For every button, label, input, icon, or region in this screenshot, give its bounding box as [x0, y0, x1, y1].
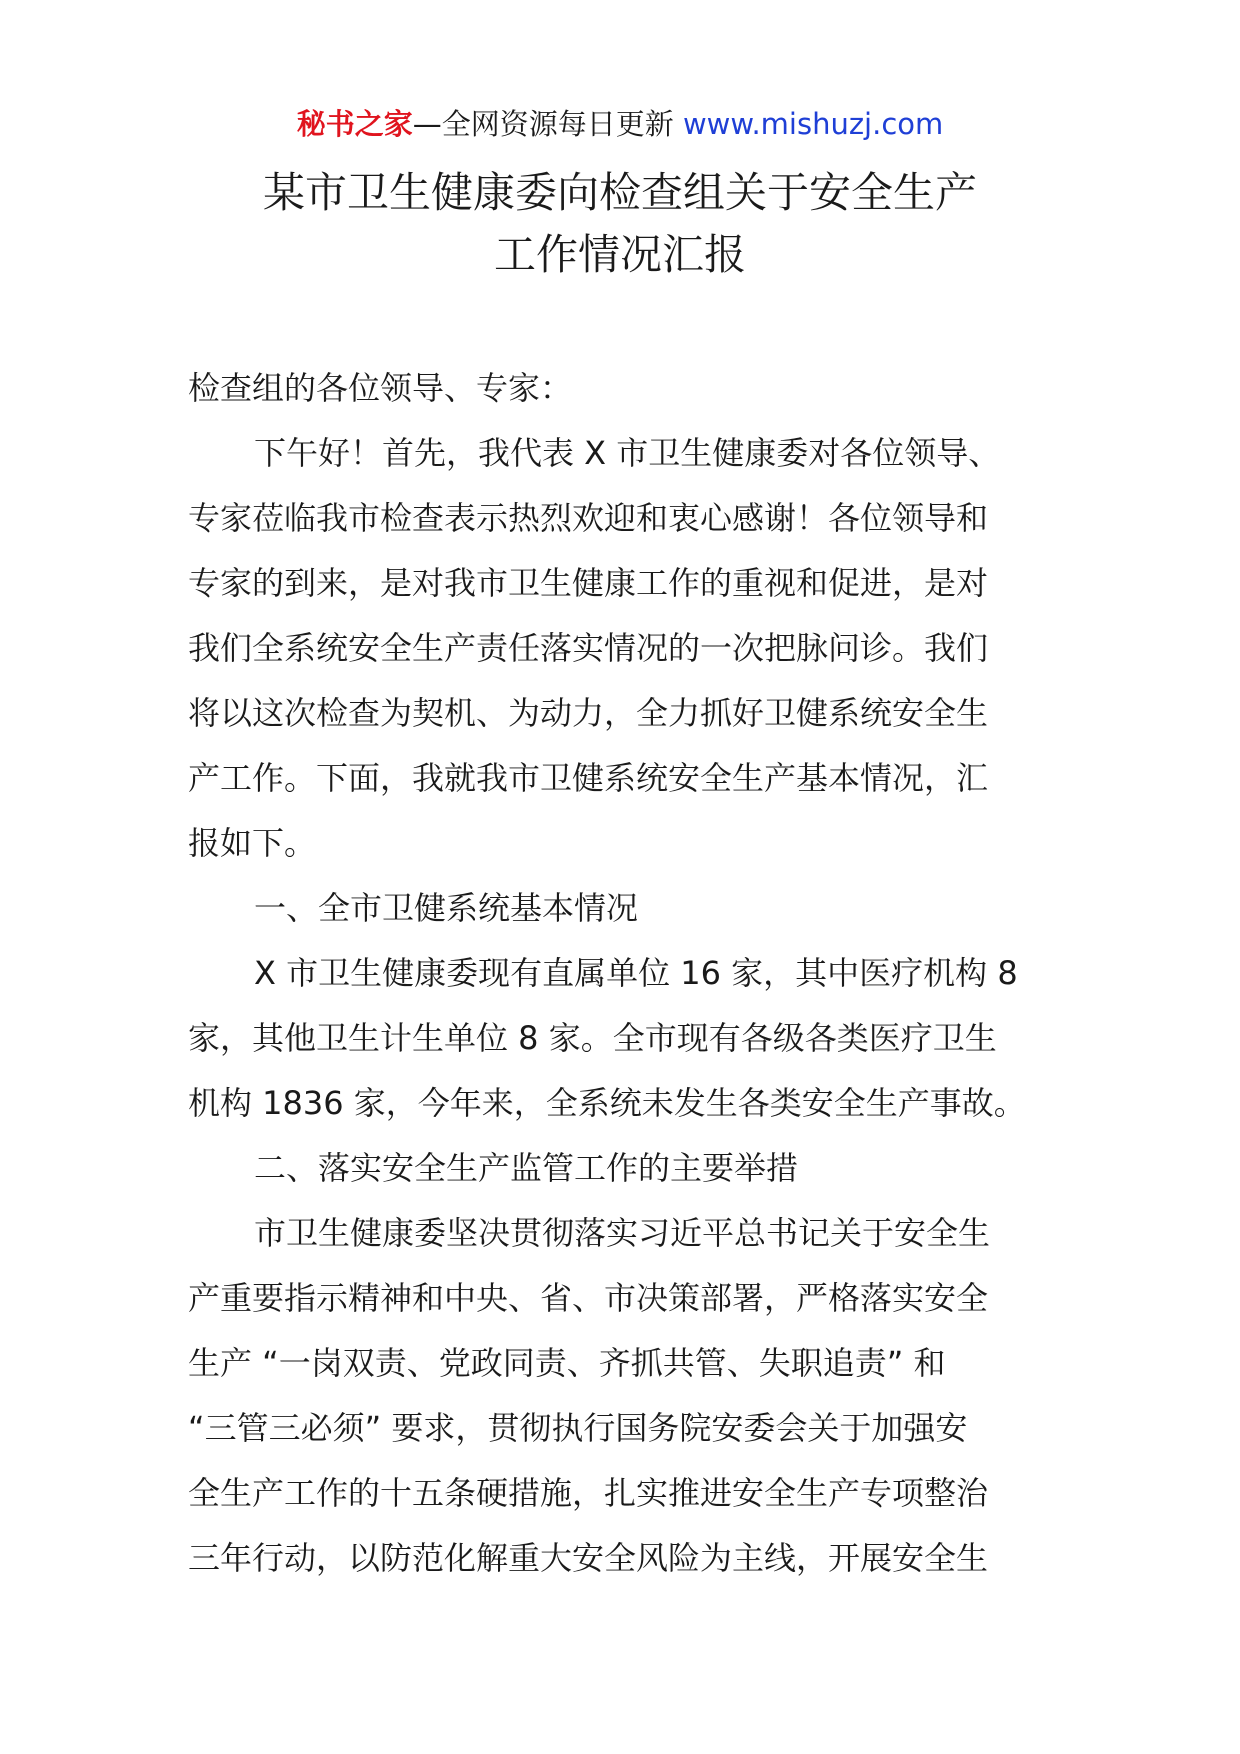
salutation: 检查组的各位领导、专家：: [188, 369, 573, 407]
site-header: [0, 104, 1240, 144]
paragraph-line: 报如下。: [188, 824, 317, 862]
paragraph-line: X 市卫生健康委现有直属单位 16 家，其中医疗机构 8: [254, 954, 1018, 992]
paragraph-line: 我们全系统安全生产责任落实情况的一次把脉问诊。我们: [188, 629, 989, 667]
paragraph-line: 专家莅临我市检查表示热烈欢迎和衷心感谢！各位领导和: [188, 499, 989, 537]
paragraph-line: 三年行动，以防范化解重大安全风险为主线，开展安全生: [188, 1539, 989, 1577]
document-title-line-2: 工作情况汇报: [493, 230, 746, 279]
document-body: [188, 356, 1056, 1591]
paragraph-line: 专家的到来，是对我市卫生健康工作的重视和促进，是对: [188, 564, 989, 602]
paragraph-line: 全生产工作的十五条硬措施，扎实推进安全生产专项整治: [188, 1474, 989, 1512]
site-brand: 秘书之家: [296, 107, 413, 141]
section-heading: 二、落实安全生产监管工作的主要举措: [254, 1149, 799, 1187]
paragraph-line: 将以这次检查为契机、为动力，全力抓好卫健系统安全生: [188, 694, 989, 732]
paragraph-line: 市卫生健康委坚决贯彻落实习近平总书记关于安全生: [254, 1214, 991, 1252]
document-title: [150, 162, 1090, 286]
paragraph-line: 下午好！首先，我代表 X 市卫生健康委对各位领导、: [254, 434, 1001, 472]
document-title-line-1: 某市卫生健康委向检查组关于安全生产: [262, 168, 977, 217]
site-tagline: —全网资源每日更新: [412, 107, 674, 141]
paragraph-line: 家，其他卫生计生单位 8 家。全市现有各级各类医疗卫生: [188, 1019, 997, 1057]
paragraph-line: 产工作。下面，我就我市卫健系统安全生产基本情况，汇: [188, 759, 989, 797]
paragraph-line: 机构 1836 家，今年来，全系统未发生各类安全生产事故。: [188, 1084, 1026, 1122]
section-heading: 一、全市卫健系统基本情况: [254, 889, 639, 927]
paragraph-line: “三管三必须” 要求，贯彻执行国务院安委会关于加强安: [188, 1409, 968, 1447]
site-url-link[interactable]: www.mishuzj.com: [682, 107, 944, 141]
paragraph-line: 生产 “一岗双责、党政同责、齐抓共管、失职追责” 和: [188, 1344, 946, 1382]
paragraph-line: 产重要指示精神和中央、省、市决策部署，严格落实安全: [188, 1279, 989, 1317]
